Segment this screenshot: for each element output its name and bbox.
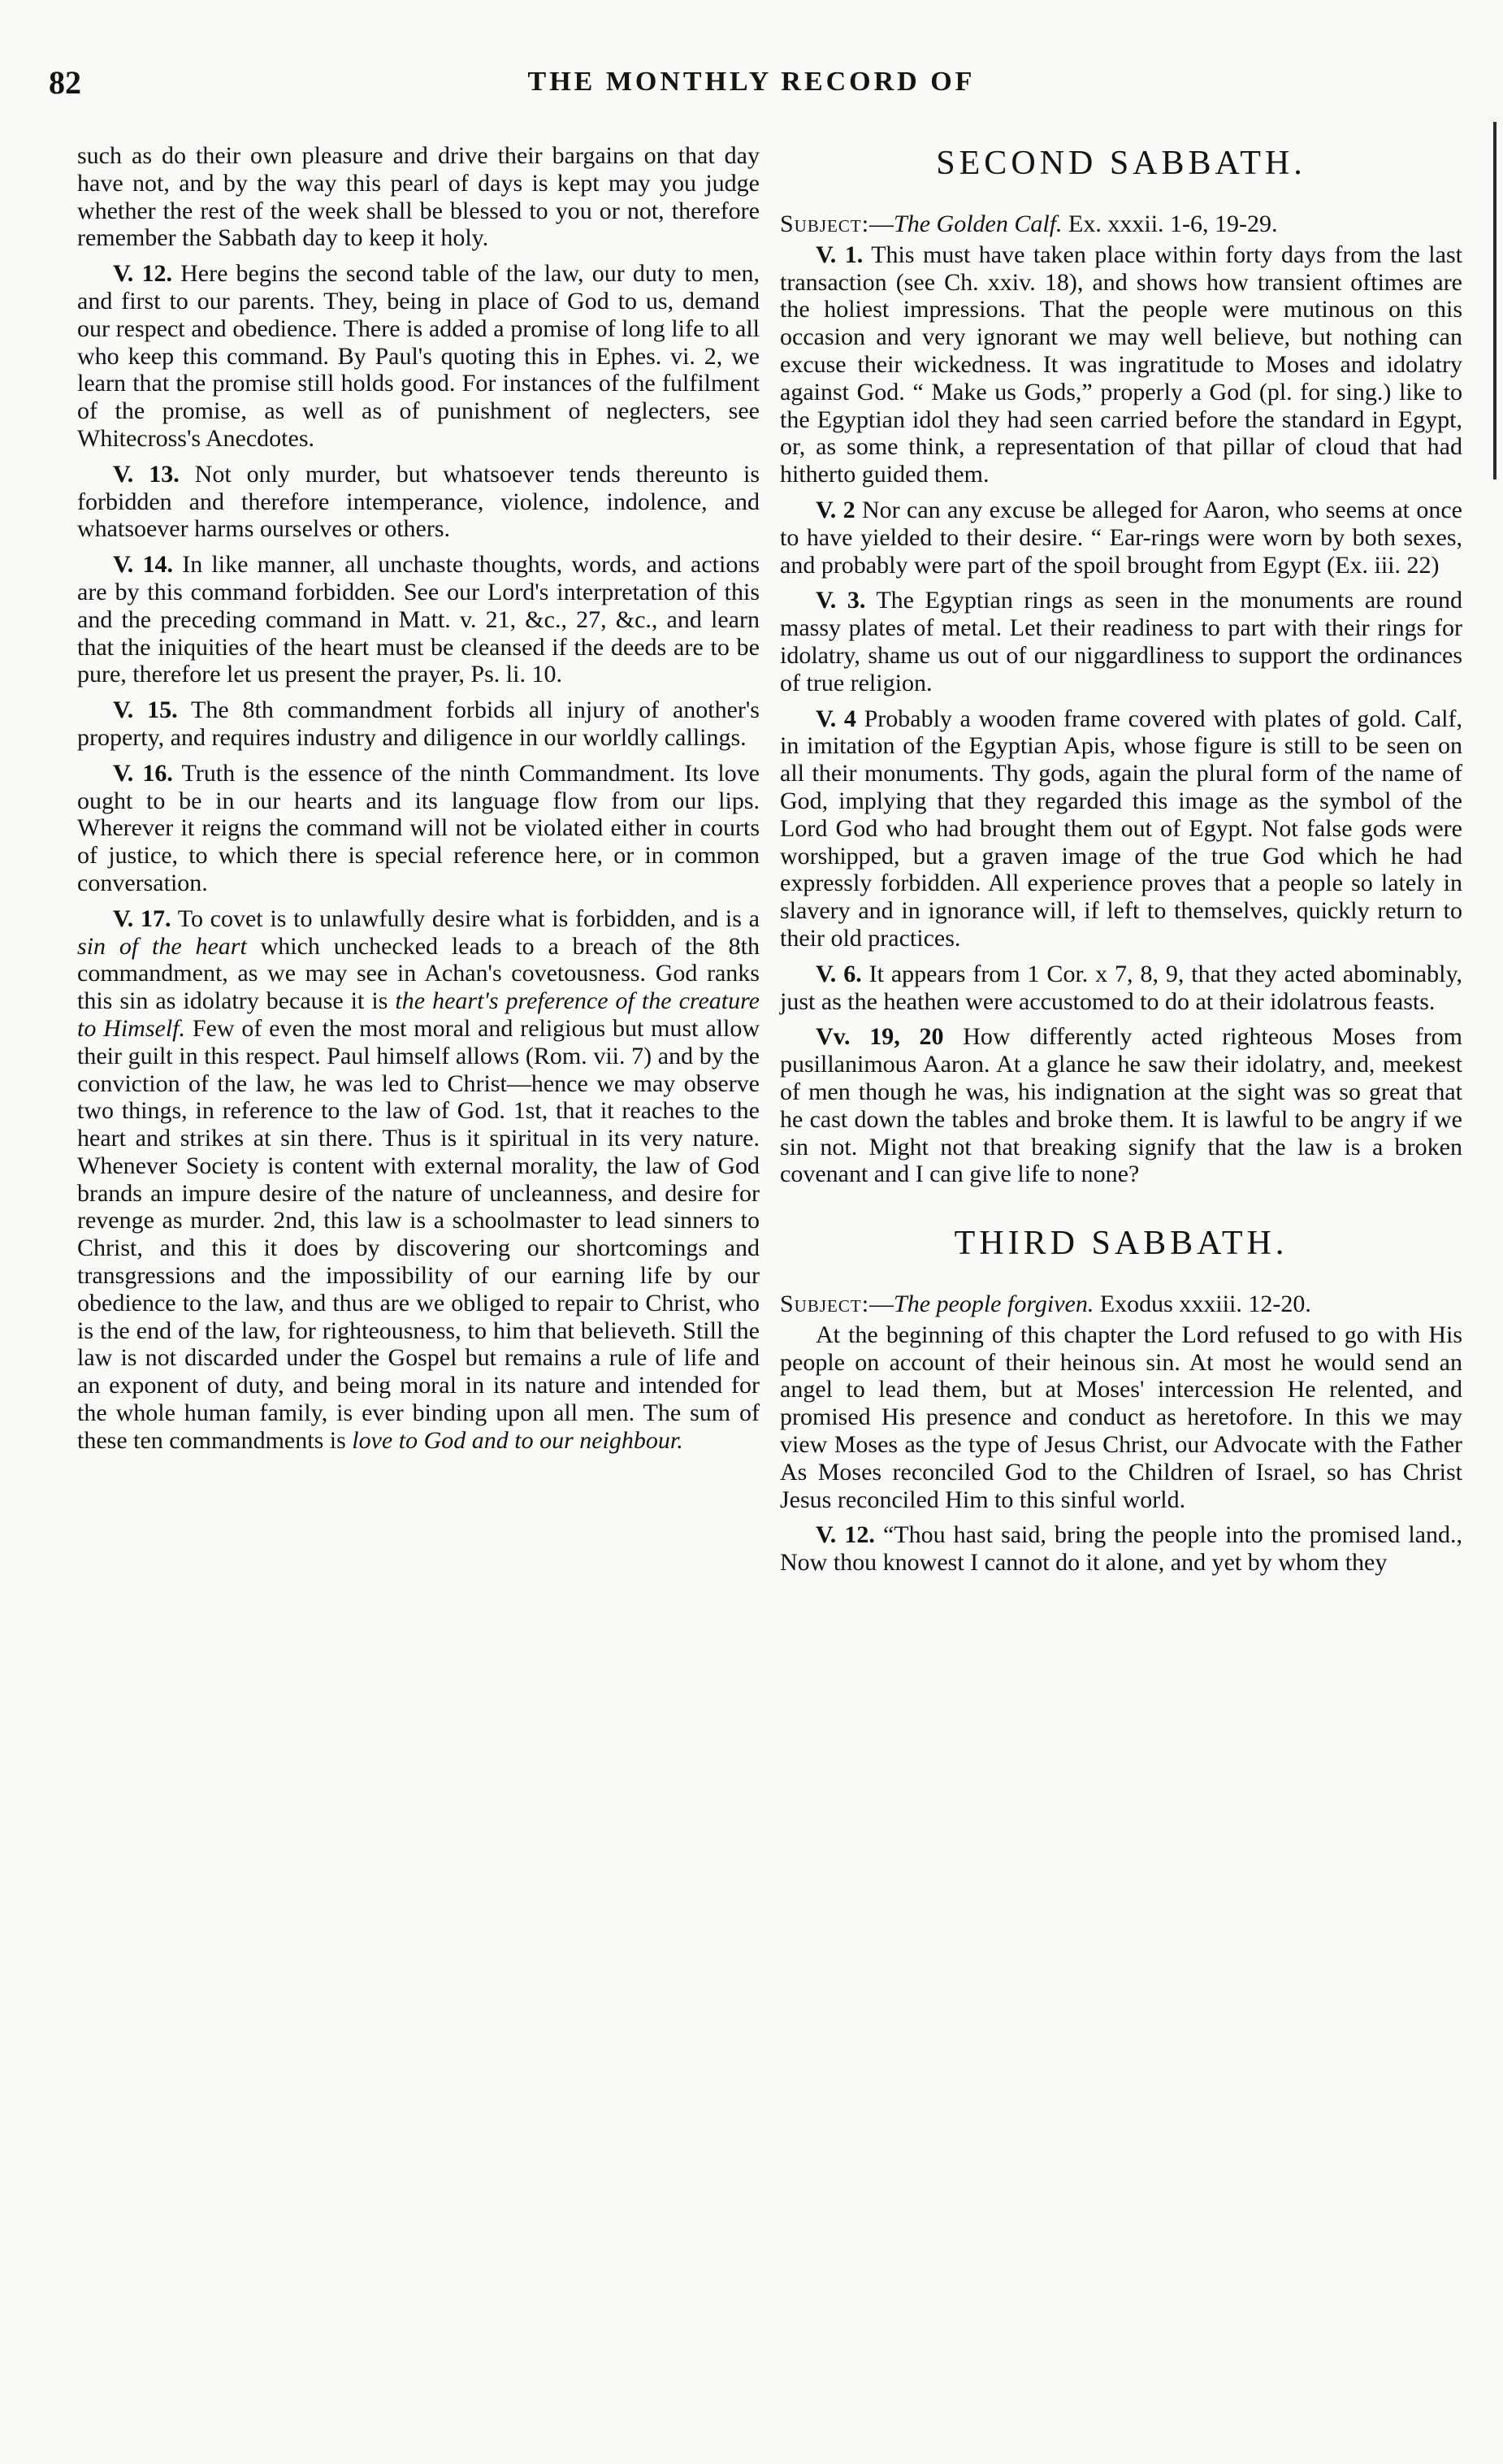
paragraph-third-sabbath-intro: At the beginning of this chapter the Lord refused to go with His people on account of their heinous sin. At most he would send an angel to lead them, but at Moses' intercession He relented, and promised His presence and conduct as heretofore. In this we may view Moses as the type of Jesus Christ, our Advocate with the Father As Moses reconciled God to the Children of Israel, so has Christ Jesus reconciled Him to this sinful world.: [780, 1321, 1462, 1513]
section-title-second-sabbath: SECOND SABBATH.: [936, 145, 1306, 182]
section-title-third-sabbath: THIRD SABBATH.: [954, 1225, 1289, 1263]
verse-paragraph-17: [77, 905, 760, 1455]
verse-text: Here begins the second table of the law, our duty to men, and first to our parents. They, being in place of God to us, demand our respect and obedience. There is added a promise of long life to all who keep this command. By Paul's quoting this in Ephes. vi. 2, we learn that the promise still holds good. For instances of the fulfilment of the promise, as well as of punishment of neglecters, see Whitecross's Anecdotes.: [77, 260, 760, 452]
verse-number: Vv. 19, 20: [816, 1023, 944, 1051]
verse-text: “Thou hast said, bring the people into the promised land., Now thou knowest I cannot do it alone, and yet by whom they: [780, 1521, 1462, 1577]
verse-paragraph-12: [77, 260, 760, 453]
verse-paragraph-4: [780, 705, 1462, 952]
verse-text: which unchecked leads to a breach of the 8th commandment, as we may see in Achan's covetousness. God ranks this sin as idolatry because it is: [77, 932, 760, 1015]
verse-paragraph-2: [780, 497, 1462, 579]
verse-paragraph-16: [77, 760, 760, 897]
verse-text: To covet is to unlawfully desire what is forbidden, and is a: [177, 904, 760, 932]
verse-paragraph-3: [780, 587, 1462, 696]
verse-paragraph-13: [77, 461, 760, 543]
verse-text: Nor can any excuse be alleged for Aaron, who seems at once to have yielded to their desire. “ Ear-rings were worn by both sexes, and probably were part of the spoil brought from Egypt (Ex. iii. 22): [780, 496, 1462, 579]
verse-text: In like manner, all unchaste thoughts, words, and actions are by this command forbidden. See our Lord's interpretation of this and the preceding command in Matt. v. 21, &c., 27, &c., and learn that the iniquities of the heart must be cleansed if the deeds are to be pure, therefore let us present the prayer, Ps. li. 10.: [77, 551, 760, 688]
verse-text: Few of even the most moral and religious but must allow their guilt in this respect. Paul himself allows (Rom. vii. 7) and by the conviction of the law, he was led to Christ—hence we may observe two things, in reference to the law of God. 1st, that it reaches to the heart and strikes at sin there. Thus is it spiritual in its very nature. Whenever Society is content with external morality, the law of God brands an impure desire of the nature of uncleanness, and desire for revenge as murder. 2nd, this law is a schoolmaster to lead sinners to Christ, and this it does by discovering our shortcomings and transgressions and the impossibility of our earning life by our obedience to the law, and thus are we obliged to repair to Christ, who is the end of the law, for righteousness, to him that believeth. Still the law is not discarded under the Gospel but remains a rule of life and an exponent of duty, and being moral in its nature and intended for the whole human family, is ever binding upon all men. The sum of these ten commandments is: [77, 1014, 760, 1454]
verse-number: V. 13.: [113, 460, 180, 488]
subject-line-third-sabbath: Subject:—The people forgiven. Exodus xxxiii. 12-20.: [780, 1291, 1311, 1318]
verse-number: V. 12.: [816, 1521, 875, 1549]
verse-number: V. 6.: [816, 960, 862, 987]
verse-paragraph-6: [780, 961, 1462, 1016]
verse-text: The 8th commandment forbids all injury of another's property, and requires industry and diligence in our worldly callings.: [77, 696, 760, 751]
verse-paragraph-15: [77, 696, 760, 752]
emphasis-text: love to God and to our neighbour.: [352, 1426, 683, 1454]
verse-number: V. 1.: [816, 241, 864, 268]
paragraph-intro: such as do their own pleasure and drive their bargains on that day have not, and by the way this pearl of days is kept may you judge whether the rest of the week shall be blessed to you or not, therefore remember the Sabbath day to keep it holy.: [77, 142, 760, 252]
subject-reference: Exodus xxxiii. 12-20.: [1094, 1291, 1311, 1318]
subject-title: The Golden Calf.: [894, 210, 1063, 237]
verse-paragraph-1: [780, 241, 1462, 488]
page-number: 82: [49, 64, 81, 101]
verse-text: Not only murder, but whatsoever tends thereunto is forbidden and therefore intemperance, violence, indolence, and whatsoever harms ourselves or others.: [77, 460, 760, 543]
verse-number: V. 15.: [113, 696, 178, 724]
verse-text: Truth is the essence of the ninth Commandment. Its love ought to be in our hearts and its language flow from our lips. Wherever it reigns the command will not be violated either in courts of justice, to which there is special reference here, or in common conversation.: [77, 759, 760, 896]
verse-text: The Egyptian rings as seen in the monuments are round massy plates of metal. Let their readiness to part with their rings for idolatry, shame us out of our niggardliness to support the ordinances of true religion.: [780, 587, 1462, 696]
subject-reference: Ex. xxxii. 1-6, 19-29.: [1062, 210, 1278, 237]
verse-number: V. 4: [816, 705, 856, 732]
verse-number: V. 3.: [816, 587, 866, 614]
emphasis-text: sin of the heart: [77, 932, 247, 960]
verse-number: V. 16.: [113, 759, 173, 787]
subject-title: The people forgiven.: [894, 1291, 1094, 1318]
page-edge-mark: [1493, 122, 1497, 479]
verse-paragraph-12-third: [780, 1521, 1462, 1577]
emphasis-text: the heart's preference of the creature to Himself.: [77, 987, 760, 1042]
page-header: [49, 63, 1454, 112]
subject-label: Subject:: [780, 210, 870, 237]
verse-number: V. 2: [816, 496, 855, 523]
verse-number: V. 12.: [113, 260, 172, 288]
verse-text: How differently acted righteous Moses from pusillanimous Aaron. At a glance he saw their idolatry, and, meekest of men though he was, his indignation at the sight was so great that he cast down the tables and broke them. It is lawful to be angry if we sin not. Might not that breaking signify that the law is a broken covenant and I can give life to none?: [780, 1023, 1462, 1188]
verse-paragraph-19-20: [780, 1023, 1462, 1188]
verse-number: V. 14.: [113, 551, 174, 579]
verse-text: Probably a wooden frame covered with plates of gold. Calf, in imitation of the Egyptian Apis, whose figure is still to be seen on all their monuments. Thy gods, again the plural form of the name of God, implying that they regarded this image as the symbol of the Lord God who had brought them out of Egypt. Not false gods were worshipped, but a graven image of the true God which he had expressly forbidden. All experience proves that a people so lately in slavery and in ignorance will, if left to themselves, quickly return to their old practices.: [780, 705, 1463, 952]
verse-number: V. 17.: [113, 904, 171, 932]
left-column: [77, 142, 760, 1463]
subject-label: Subject:: [780, 1291, 870, 1318]
right-column: [780, 142, 1462, 1585]
running-head: THE MONTHLY RECORD OF: [527, 67, 976, 97]
verse-text: This must have taken place within forty days from the last transaction (see Ch. xxiv. 18), and shows how transient oftimes are the holiest impressions. That the people were mutinous on this occasion and very ignorant we may well believe, but nothing can excuse their wickedness. It was ingratitude to Moses and idolatry against God. “ Make us Gods,” properly a God (pl. for sing.) like to the Egyptian idol they had seen carried before the standard in Egypt, or, as some think, a representation of that pillar of cloud that had hitherto guided them.: [780, 241, 1462, 488]
verse-text: It appears from 1 Cor. x 7, 8, 9, that they acted abominably, just as the heathen were accustomed to do at their idolatrous feasts.: [780, 960, 1463, 1015]
verse-paragraph-14: [77, 551, 760, 688]
subject-line-second-sabbath: Subject:—The Golden Calf. Ex. xxxii. 1-6, 19-29.: [780, 210, 1278, 237]
